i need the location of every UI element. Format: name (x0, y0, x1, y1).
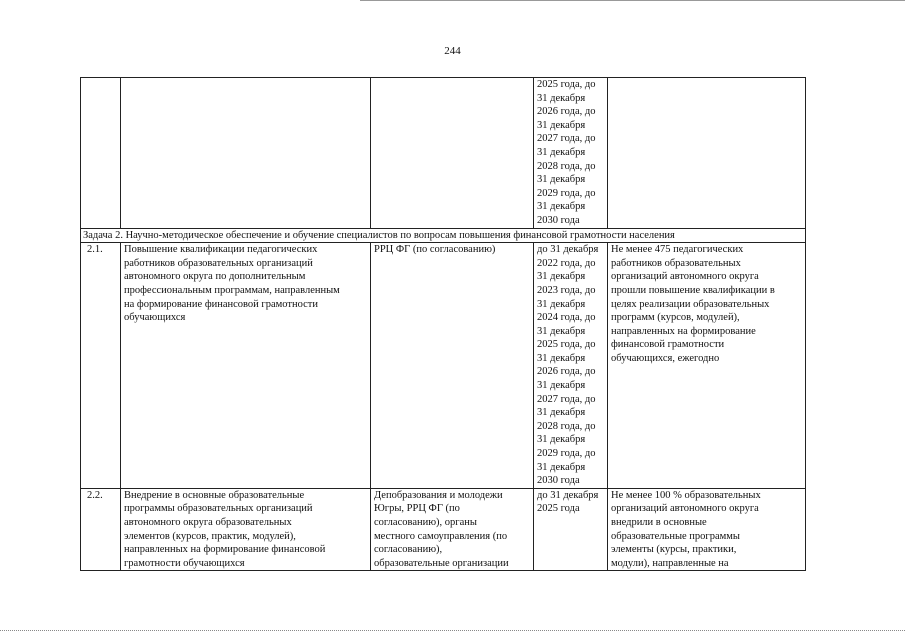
responsible-cell: РРЦ ФГ (по согласованию) (371, 243, 534, 489)
activities-table (80, 77, 806, 571)
num-cell: 2.2. (81, 488, 121, 571)
result-cell (608, 78, 806, 229)
term-cell: до 31 декабря 2022 года, до 31 декабря 2023 года, до 31 декабря 2024 года, до 31 декабря 2025 года, до 31 декабря 2026 года, до 31 декабря 2027 года, до 31 декабря 2028 года, до 31 декабря 2029 года, до 31 декабря 2030 года (534, 243, 608, 489)
num-cell (81, 78, 121, 229)
page-number: 244 (444, 45, 461, 57)
result-cell: Не менее 100 % образовательных организаций автономного округа внедрили в основные образовательные программы элементы (курсы, практики, модули), направленные на (608, 488, 806, 571)
term-cell: 2025 года, до 31 декабря 2026 года, до 31 декабря 2027 года, до 31 декабря 2028 года, до 31 декабря 2029 года, до 31 декабря 2030 года (534, 78, 608, 229)
table-row-2-2 (81, 488, 806, 571)
responsible-cell (371, 78, 534, 229)
name-cell (121, 78, 371, 229)
scan-edge-bottom (0, 630, 905, 632)
continuation-row (81, 78, 806, 229)
task-2-header: Задача 2. Научно-методическое обеспечение и обучение специалистов по вопросам повышения финансовой грамотности населения (81, 228, 806, 243)
scan-edge-top (360, 0, 905, 1)
term-cell: до 31 декабря 2025 года (534, 488, 608, 571)
result-cell: Не менее 475 педагогических работников образовательных организаций автономного округа прошли повышение квалификации в целях реализации образовательных программ (курсов, модулей), направленных на формирование финансовой грамотности обучающихся, ежегодно (608, 243, 806, 489)
table-row-2-1 (81, 243, 806, 489)
name-cell: Повышение квалификации педагогических работников образовательных организаций автономного округа по дополнительным профессиональным программам, направленным на формирование финансовой грамотности обучающихся (121, 243, 371, 489)
num-cell: 2.1. (81, 243, 121, 489)
task-header-row (81, 228, 806, 243)
name-cell: Внедрение в основные образовательные программы образовательных организаций автономного округа образовательных элементов (курсов, практик, модулей), направленных на формирование финансовой грамотности обучающихся (121, 488, 371, 571)
responsible-cell: Депобразования и молодежи Югры, РРЦ ФГ (по согласованию), органы местного самоуправления (по согласованию), образовательные организации (371, 488, 534, 571)
